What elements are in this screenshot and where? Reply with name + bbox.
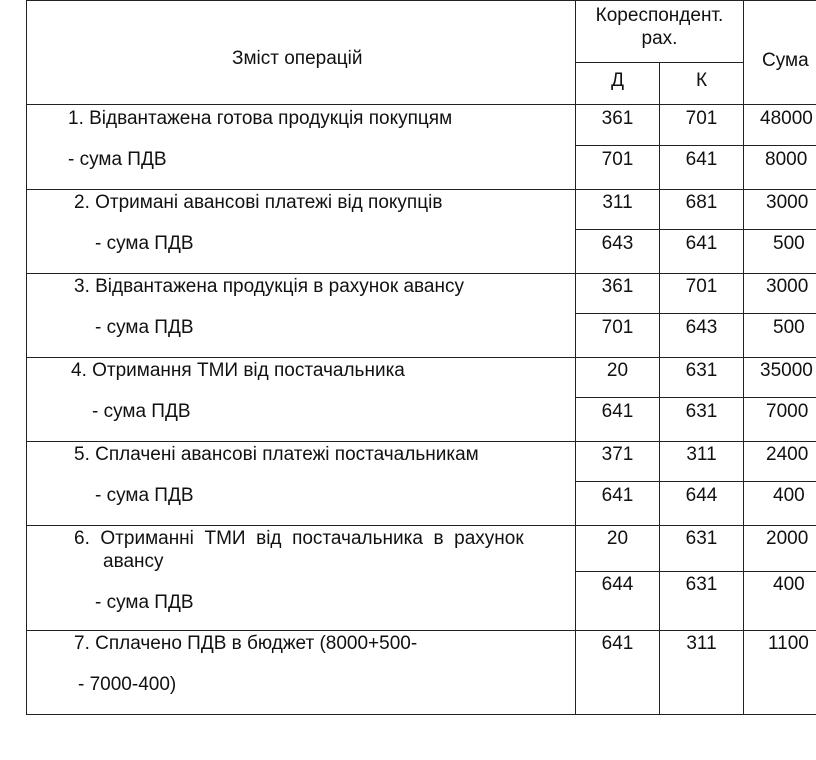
operation-1-vat-debit: 701 — [601, 149, 634, 170]
operation-6-text-cont: авансу — [103, 551, 164, 572]
operation-1-vat-sum: 8000 — [765, 149, 808, 170]
row-inner-line — [575, 481, 816, 482]
operation-5-vat-debit: 641 — [601, 485, 634, 506]
operation-2-vat-text: - сума ПДВ — [95, 233, 194, 254]
table-border-left — [26, 0, 27, 715]
row-separator — [26, 357, 816, 358]
operation-1-vat-text: - сума ПДВ — [68, 149, 167, 170]
operation-1-credit: 701 — [685, 108, 718, 129]
operation-1-sum: 48000 — [760, 108, 813, 129]
operation-6-vat-debit: 644 — [601, 574, 634, 595]
operation-6-debit: 20 — [606, 528, 629, 549]
operation-5-vat-text: - сума ПДВ — [95, 485, 194, 506]
operation-2-sum: 3000 — [766, 192, 809, 213]
operation-7-sum: 1100 — [768, 633, 809, 654]
header-debit: Д — [611, 70, 624, 91]
operation-4-vat-credit: 631 — [685, 401, 718, 422]
operation-3-sum: 3000 — [766, 276, 809, 297]
row-separator — [26, 441, 816, 442]
operation-5-credit: 311 — [686, 444, 717, 465]
table-border-bottom — [26, 714, 816, 715]
operation-2-text: 2. Отримані авансові платежі від покупців — [74, 192, 443, 213]
operation-4-sum: 35000 — [760, 360, 813, 381]
operation-1-debit: 361 — [601, 108, 634, 129]
operation-2-vat-credit: 641 — [685, 233, 718, 254]
row-inner-line — [575, 397, 816, 398]
operation-2-vat-debit: 643 — [601, 233, 634, 254]
header-bottom-line — [26, 104, 816, 105]
operation-3-debit: 361 — [601, 276, 634, 297]
operation-3-vat-debit: 701 — [601, 317, 634, 338]
operation-5-sum: 2400 — [766, 444, 809, 465]
operation-2-vat-sum: 500 — [773, 233, 805, 254]
header-corr-line1: Кореспондент. — [595, 5, 724, 26]
operation-5-text: 5. Сплачені авансові платежі постачальникам — [74, 444, 479, 465]
operation-6-vat-text: - сума ПДВ — [95, 592, 194, 613]
header-credit: К — [695, 70, 708, 91]
operation-6-vat-credit: 631 — [685, 574, 718, 595]
operation-5-vat-sum: 400 — [773, 485, 805, 506]
operation-3-vat-sum: 500 — [773, 317, 805, 338]
operation-3-credit: 701 — [685, 276, 718, 297]
header-content: Зміст операцій — [232, 48, 363, 69]
row-separator — [26, 273, 816, 274]
operation-3-text: 3. Відвантажена продукція в рахунок авансу — [74, 276, 464, 297]
row-inner-line — [575, 229, 816, 230]
operation-7-text-cont: - 7000-400) — [78, 674, 177, 695]
operation-5-vat-credit: 644 — [685, 485, 718, 506]
col-divider-sum — [743, 0, 744, 715]
operation-6-sum: 2000 — [766, 528, 809, 549]
operation-7-credit: 311 — [686, 633, 717, 654]
row-inner-line — [575, 145, 816, 146]
operation-4-vat-sum: 7000 — [766, 401, 809, 422]
row-inner-line — [575, 313, 816, 314]
row-separator — [26, 189, 816, 190]
operation-3-vat-text: - сума ПДВ — [95, 317, 194, 338]
row-separator — [26, 630, 816, 631]
operation-4-credit: 631 — [685, 360, 718, 381]
operation-6-vat-sum: 400 — [773, 574, 805, 595]
operation-2-debit: 311 — [602, 192, 633, 213]
header-corr-line2: рах. — [641, 28, 678, 49]
header-sum: Сума — [762, 50, 809, 71]
table-border-top — [26, 0, 816, 1]
row-inner-line — [575, 571, 816, 572]
operation-3-vat-credit: 643 — [685, 317, 718, 338]
operation-6-text: 6. Отриманні ТМИ від постачальника в рахунок — [74, 528, 524, 549]
operation-1-vat-credit: 641 — [685, 149, 718, 170]
operation-2-credit: 681 — [685, 192, 718, 213]
operation-5-debit: 371 — [601, 444, 634, 465]
operation-4-vat-debit: 641 — [601, 401, 634, 422]
operation-7-debit: 641 — [601, 633, 634, 654]
row-separator — [26, 525, 816, 526]
operation-4-debit: 20 — [606, 360, 629, 381]
operation-4-vat-text: - сума ПДВ — [92, 401, 191, 422]
operation-4-text: 4. Отримання ТМИ від постачальника — [71, 360, 405, 381]
operation-6-credit: 631 — [685, 528, 718, 549]
operation-1-text: 1. Відвантажена готова продукція покупцям — [68, 108, 453, 129]
operation-7-text: 7. Сплачено ПДВ в бюджет (8000+500- — [74, 633, 418, 654]
